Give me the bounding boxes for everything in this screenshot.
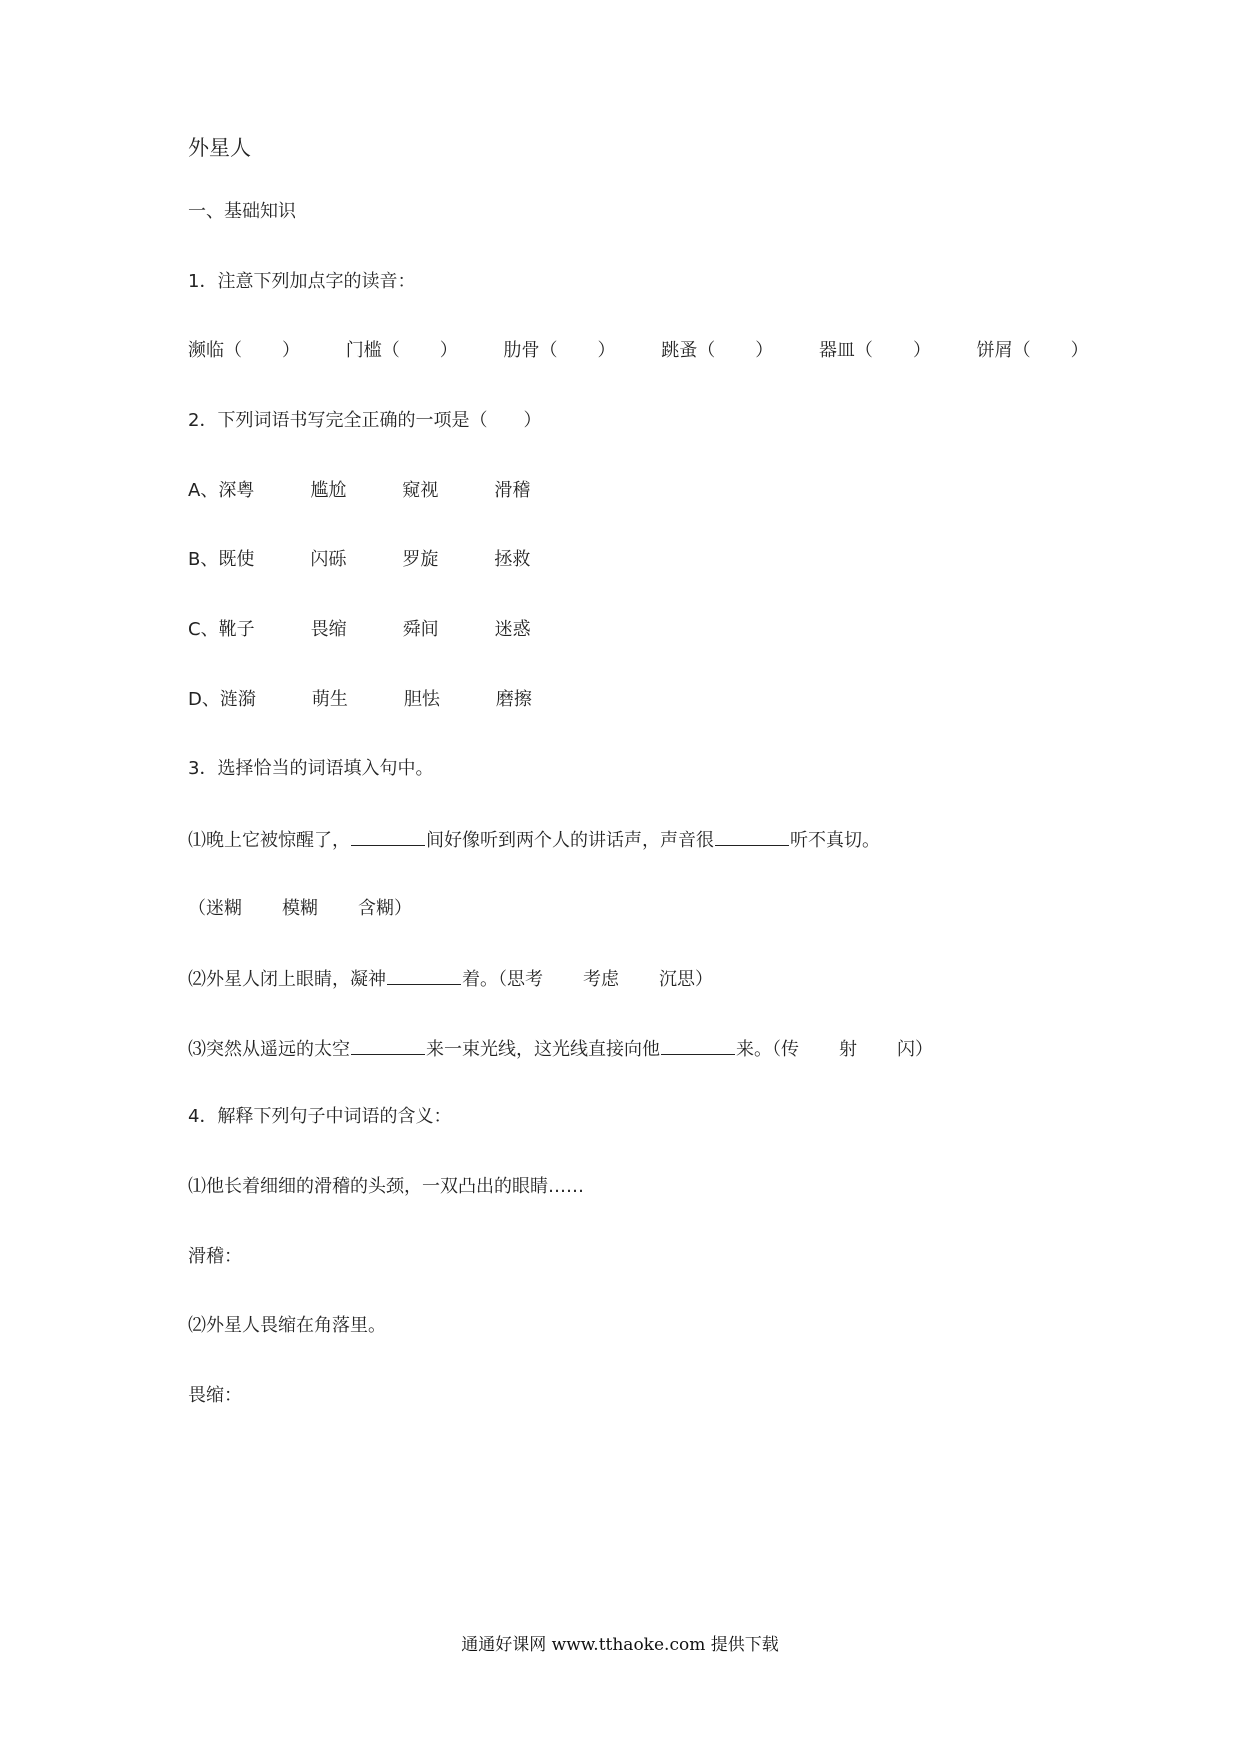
choice-word: 含糊） [358,898,412,919]
word-close: ） [1070,340,1089,361]
option-label: A、 [188,480,219,501]
section-heading: 一、基础知识 [188,201,296,222]
option-word: 窥视 [402,480,439,501]
sentence-text: 间好像听到两个人的讲话声，声音很 [426,830,714,851]
option-word: 萌生 [311,689,348,710]
q3-sentence-1 [188,827,880,853]
word-close: ） [282,340,300,361]
word: 跳蚤（ [661,340,716,361]
option-b [188,548,530,572]
option-word: 涟漪 [219,689,256,710]
word-close: ） [912,340,931,361]
choice-word: 沉思） [659,969,713,990]
q3-sentence-2 [188,966,713,992]
word-close: ） [439,340,458,361]
footer-credit: 通通好课网 www.tthaoke.com 提供下载 [461,1635,779,1655]
question-1-words [188,339,1089,363]
option-word: 迷惑 [494,619,531,640]
option-word: 闪砾 [310,549,347,570]
q4-word-2: 畏缩： [188,1385,242,1406]
option-c [188,618,531,642]
word: 饼屑（ [976,340,1031,361]
option-word: 靴子 [218,619,255,640]
word-close: ） [597,340,616,361]
fill-blank[interactable] [661,1036,735,1055]
option-label: D、 [188,689,220,710]
fill-blank[interactable] [351,827,425,846]
word: 濒临（ [188,340,242,361]
word: 门槛（ [345,340,400,361]
word-close: ） [755,340,774,361]
option-word: 拯救 [494,549,531,570]
fill-blank[interactable] [387,966,461,985]
choice-word: 模糊 [282,898,318,919]
option-word: 深粤 [218,480,255,501]
question-3-heading: 3．选择恰当的词语填入句中。 [188,758,434,779]
word: 器皿（ [818,340,873,361]
word: 肋骨（ [503,340,558,361]
fill-blank[interactable] [715,827,789,846]
option-a [188,479,530,503]
option-word: 罗旋 [402,549,439,570]
sentence-text: 听不真切。 [790,830,880,851]
sentence-text: 着。（思考 [462,969,543,990]
option-word: 磨擦 [495,689,532,710]
choice-word: 考虑 [583,969,619,990]
q3-choices-1 [188,897,412,921]
sentence-text: ⑴晚上它被惊醒了， [188,830,350,851]
option-word: 畏缩 [310,619,347,640]
option-d [188,688,532,712]
question-2-heading: 2．下列词语书写完全正确的一项是（ ） [188,410,542,431]
sentence-text: ⑵外星人闭上眼睛，凝神 [188,969,386,990]
q4-word-1: 滑稽： [188,1246,242,1267]
q4-sentence-1: ⑴他长着细细的滑稽的头颈，一双凸出的眼睛…… [188,1176,584,1197]
sentence-text: 来。（传 [736,1039,799,1060]
option-label: C、 [188,619,219,640]
choice-word: 闪） [897,1039,933,1060]
option-word: 既使 [218,549,255,570]
sentence-text: 来一束光线，这光线直接向他 [426,1039,660,1060]
option-label: B、 [188,549,219,570]
choice-word: （迷糊 [188,898,242,919]
sentence-text: ⑶突然从遥远的太空 [188,1039,350,1060]
q3-sentence-3 [188,1036,933,1062]
choice-word: 射 [839,1039,857,1060]
q4-sentence-2: ⑵外星人畏缩在角落里。 [188,1315,386,1336]
question-1-heading: 1．注意下列加点字的读音： [188,271,416,292]
option-word: 舜间 [402,619,439,640]
option-word: 胆怯 [403,689,440,710]
fill-blank[interactable] [351,1036,425,1055]
page-title: 外星人 [188,136,251,160]
option-word: 滑稽 [494,480,531,501]
option-word: 尴尬 [310,480,347,501]
question-4-heading: 4．解释下列句子中词语的含义： [188,1106,452,1127]
